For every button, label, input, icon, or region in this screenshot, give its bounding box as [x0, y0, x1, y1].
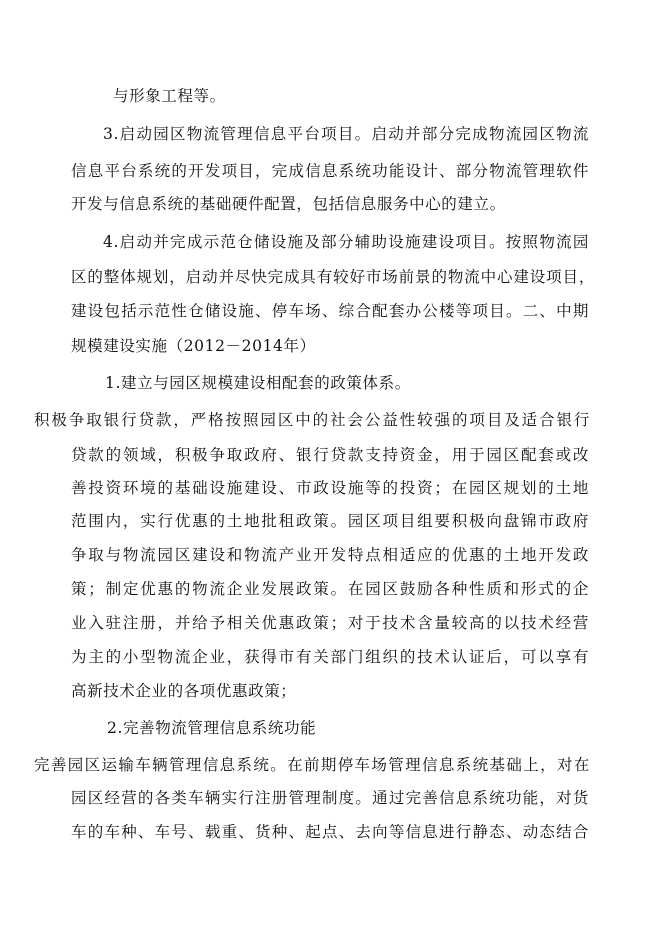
text-line: 建设包括示范性仓储设施、停车场、综合配套办公楼等项目。二、中期: [71, 302, 589, 320]
text-line: 4.启动并完成示范仓储设施及部分辅助设施建设项目。按照物流园: [103, 233, 589, 251]
text-line: 开发与信息系统的基础硬件配置，包括信息服务中心的建立。: [71, 195, 506, 213]
text-line: 高新技术企业的各项优惠政策；: [71, 682, 297, 700]
text-line: 积极争取银行贷款，严格按照园区中的社会公益性较强的项目及适合银行: [34, 411, 590, 429]
text-line: 园区经营的各类车辆实行注册管理制度。通过完善信息系统功能，对货: [71, 789, 589, 807]
text-line: 策；制定优惠的物流企业发展政策。在园区鼓励各种性质和形式的企: [71, 580, 589, 598]
text-line: 贷款的领域，积极争取政府、银行贷款支持资金，用于园区配套或改: [71, 446, 589, 464]
text-line: 争取与物流园区建设和物流产业开发特点相适应的优惠的土地开发政: [71, 546, 589, 564]
text-line: 2.完善物流管理信息系统功能: [107, 719, 317, 737]
text-line: 与形象工程等。: [113, 87, 226, 105]
text-line: 1.建立与园区规模建设相配套的政策体系。: [105, 374, 411, 392]
text-line: 信息平台系统的开发项目，完成信息系统功能设计、部分物流管理软件: [71, 162, 589, 180]
text-line: 业入驻注册，并给予相关优惠政策；对于技术含量较高的以技术经营: [71, 614, 589, 632]
text-line: 区的整体规划，启动并尽快完成具有较好市场前景的物流中心建设项目，: [71, 268, 595, 286]
text-line: 车的车种、车号、载重、货种、起点、去向等信息进行静态、动态结合: [71, 823, 589, 841]
text-line: 完善园区运输车辆管理信息系统。在前期停车场管理信息系统基础上，对在: [34, 756, 590, 774]
text-line: 规模建设实施（2012－2014年）: [71, 337, 316, 355]
text-line: 范围内，实行优惠的土地批租政策。园区项目组要积极向盘锦市政府: [71, 512, 589, 530]
text-line: 善投资环境的基础设施建设、市政设施等的投资；在园区规划的土地: [71, 479, 589, 497]
text-line: 为主的小型物流企业，获得市有关部门组织的技术认证后，可以享有: [71, 648, 589, 666]
text-line: 3.启动园区物流管理信息平台项目。启动并部分完成物流园区物流: [103, 125, 589, 143]
